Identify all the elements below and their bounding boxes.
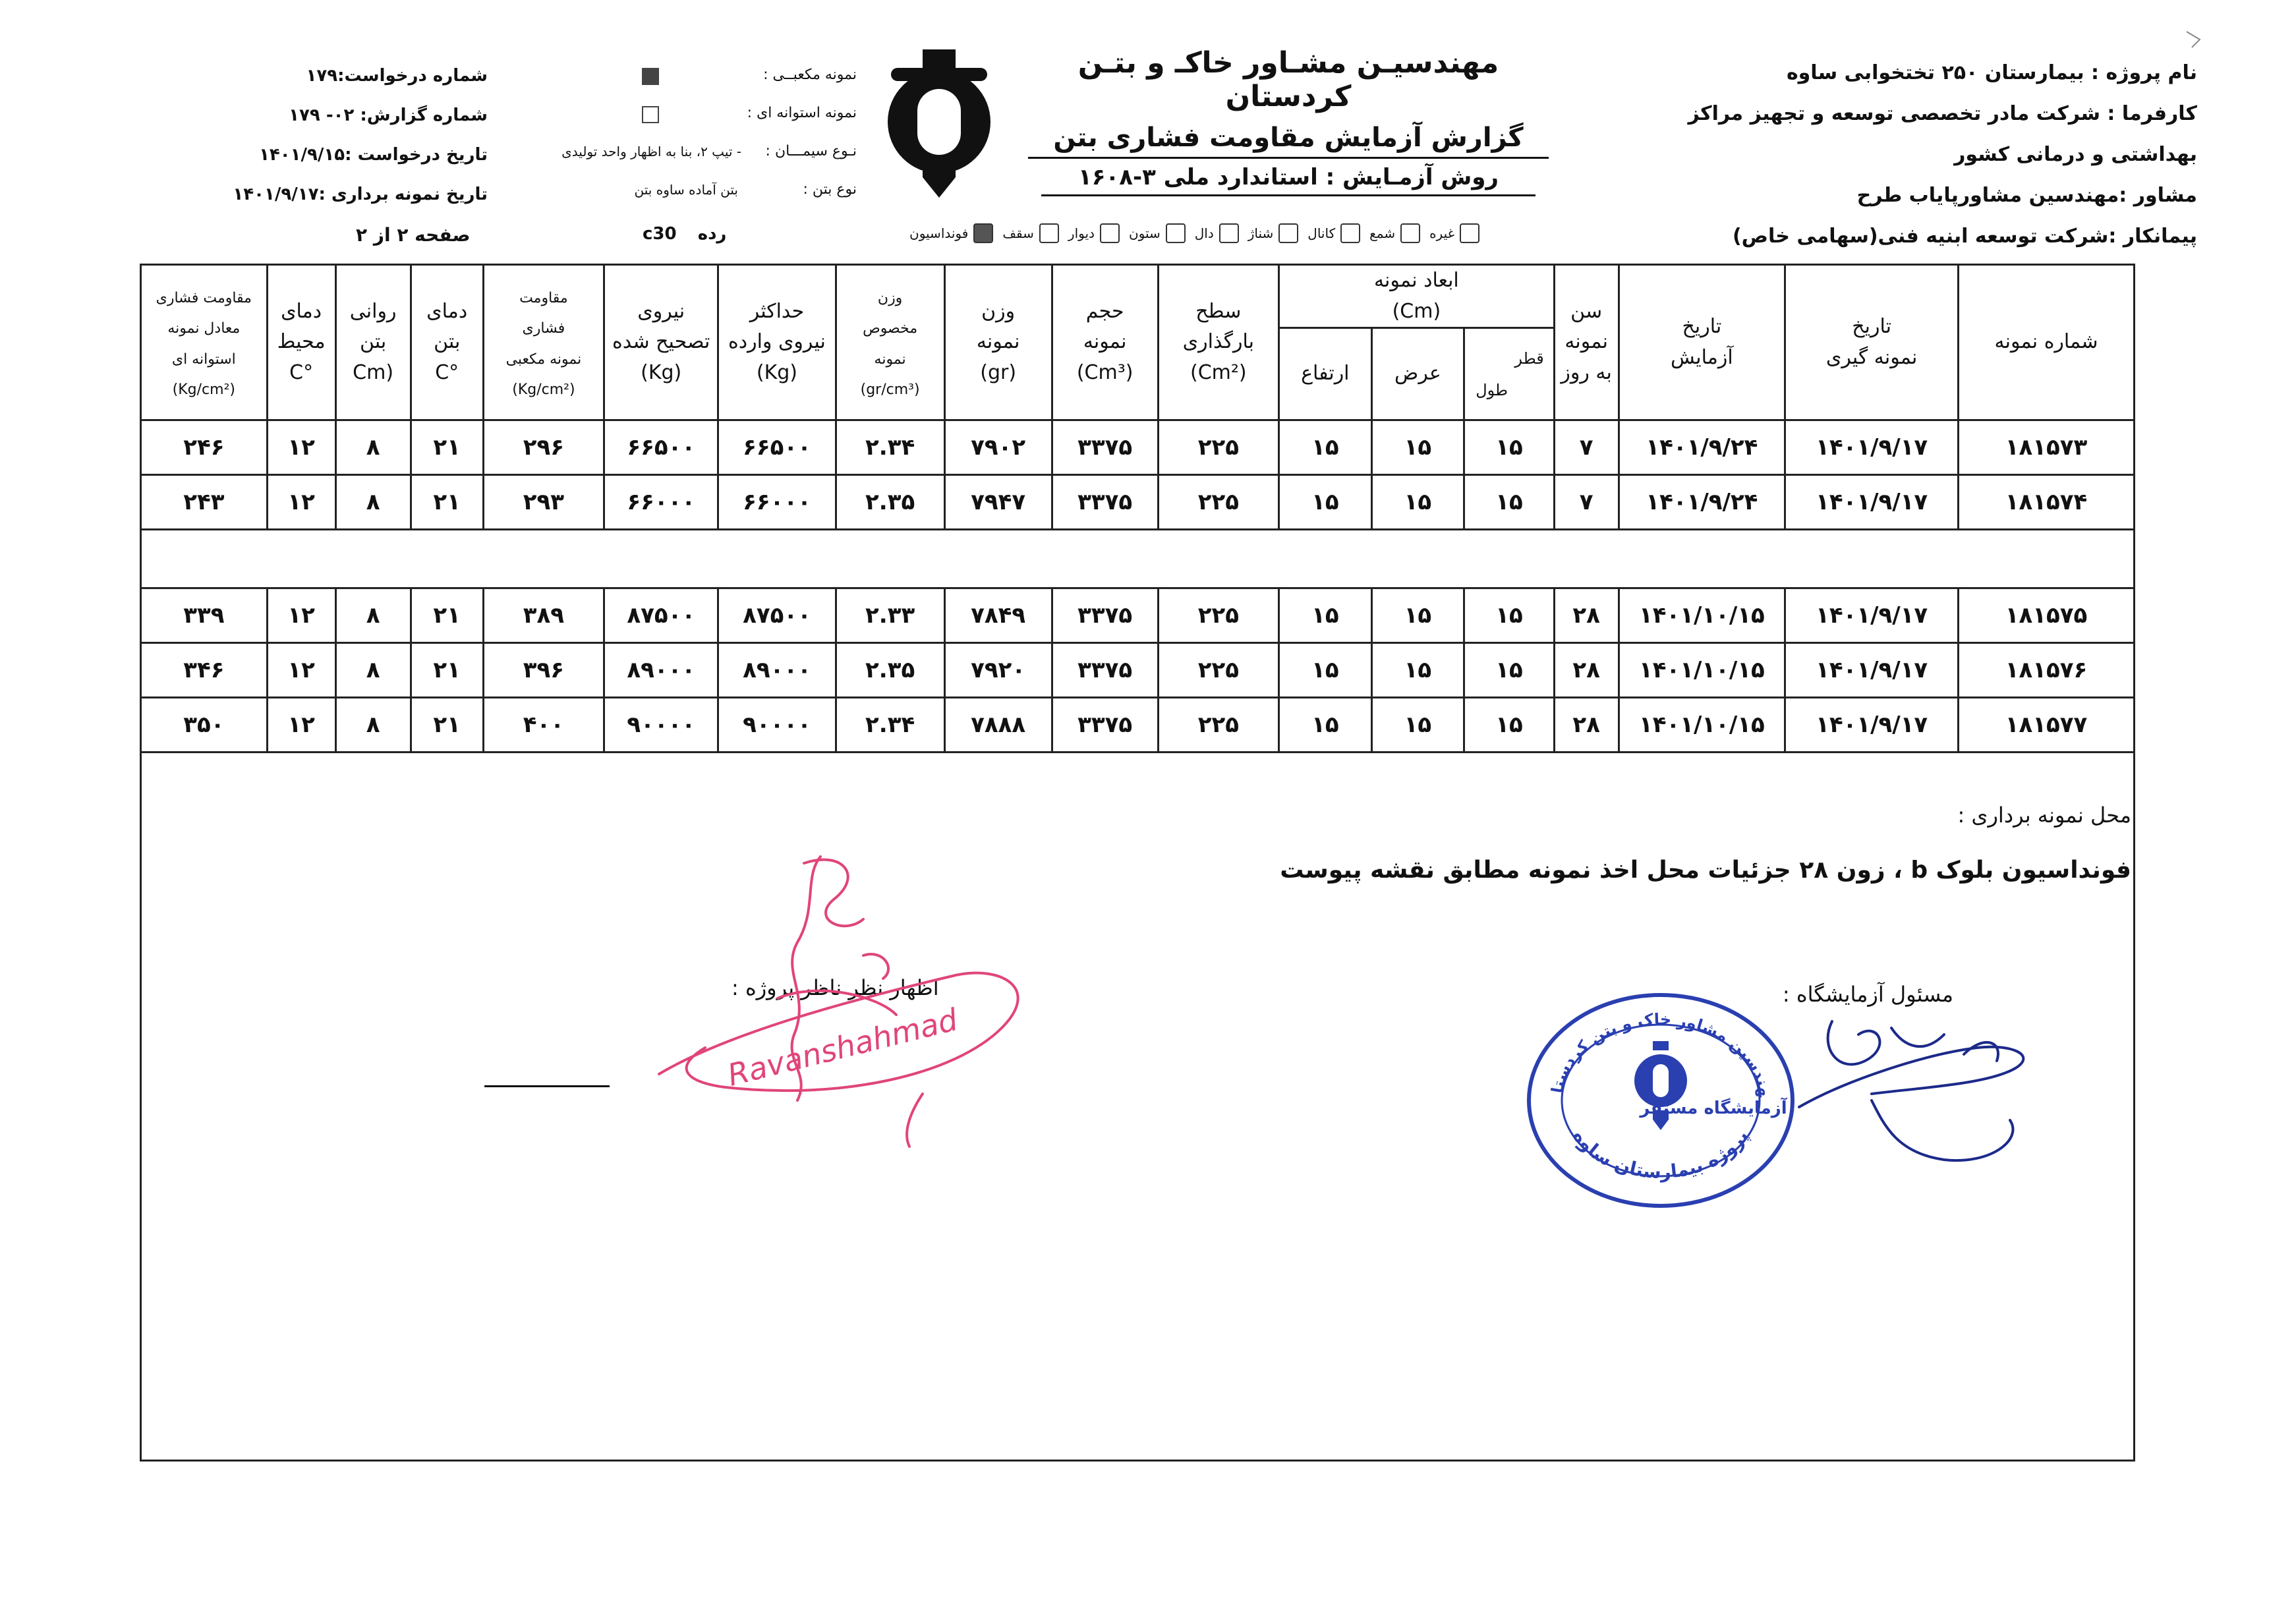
element-other[interactable]: غیره [1429,223,1479,243]
table-cell: ۸۷۵۰۰ [604,588,718,643]
spacer-row [141,530,2135,588]
lab-responsible-label: مسئول آزمایشگاه : [1782,982,1953,1007]
request-number: شماره درخواست:۱۷۹ [306,66,488,86]
element-tie-beam[interactable]: شناژ [1248,223,1299,243]
company-logo [876,49,1002,198]
table-cell: ۲۴۳ [141,475,268,530]
lab-stamp [1522,988,1799,1212]
supervisor-signature [646,837,1054,1153]
table-cell: ۱۴۰۱/۹/۲۴ [1619,420,1785,475]
results-table [140,264,2135,753]
table-cell: ۱۵ [1279,698,1372,753]
table-cell: ۱۵ [1464,420,1555,475]
element-column[interactable]: ستون [1129,223,1186,243]
table-cell: ۱۵ [1279,420,1372,475]
request-info [233,56,488,214]
table-cell: ۲۹۶ [483,420,604,475]
stamp-top-text: هندسین مشاور خاک و بتن کردستا [1547,1009,1775,1098]
report-title: گزارش آزمایش مقاومت فشاری بتن [1053,123,1524,153]
consultant: مشاور :مهندسین مشاورپایاب طرح [1856,184,2197,207]
table-cell: ۸ [335,588,411,643]
table-row [141,420,2135,475]
table-cell: ۱۲ [267,420,335,475]
table-cell: ۱۲ [267,643,335,698]
element-checkbox[interactable] [1166,223,1186,243]
supervisor-opinion-label: اظهار نظر ناظر پروژه : [732,975,939,1000]
element-checkbox[interactable] [1278,223,1298,243]
report-title-block [1028,46,1549,196]
lab-signature [1793,995,2069,1173]
table-cell: ۹۰۰۰۰ [604,698,718,753]
table-cell: ۷۸۴۹ [944,588,1052,643]
cube-sample-label: نمونه مکعبــی : [763,67,857,83]
table-cell: ۷۹۰۲ [944,420,1052,475]
table-cell: ۲۸ [1554,588,1619,643]
method-rule [1041,194,1535,196]
table-cell: ۱۵ [1279,475,1372,530]
header-test-date: تاریخ آزمایش [1619,265,1785,420]
project-name: نام پروژه : بیمارستان ۲۵۰ تختخوابی ساوه [1786,61,2197,84]
table-cell: ۸ [335,698,411,753]
grade-value: c30 [643,224,677,244]
table-cell: ۱۵ [1279,643,1372,698]
table-cell: ۲۸ [1554,698,1619,753]
header-max-force: حداکثر نیروی وارده (Kg) [718,265,836,420]
table-cell: ۱۴۰۱/۹/۱۷ [1785,475,1959,530]
table-cell: ۲.۳۵ [836,643,944,698]
sampling-date: تاریخ نمونه برداری :۱۴۰۱/۹/۱۷ [233,185,488,204]
table-cell: ۲۱ [411,643,483,698]
table-cell: ۳۳۷۵ [1052,698,1158,753]
signature-handwriting: Ravanshahmad [724,1001,961,1093]
header-width: عرض [1371,328,1464,420]
header-equivalent-strength: مقاومت فشاری معادل نمونه استوانه ای (Kg/cm²) [141,265,268,420]
table-cell: ۲۲۵ [1158,643,1278,698]
employer-line-2: بهداشتی و درمانی کشور [1954,143,2197,166]
header-concrete-temp: دمای بتن °C [411,265,483,420]
table-cell: ۷ [1554,475,1619,530]
test-method: روش آزمـایش : استاندارد ملی ۳-۱۶۰۸ [1078,164,1499,190]
table-cell: ۱۵ [1371,698,1464,753]
table-cell: ۱۴۰۱/۹/۱۷ [1785,588,1959,643]
table-cell: ۲۱ [411,420,483,475]
element-slab[interactable]: دال [1195,223,1239,243]
table-cell: ۱۴۰۱/۱۰/۱۵ [1619,643,1785,698]
table-cell: ۱۴۰۱/۱۰/۱۵ [1619,588,1785,643]
table-cell: ۱۵ [1371,475,1464,530]
table-cell: ۲۱ [411,698,483,753]
header-age: سن نمونه به روز [1554,265,1619,420]
element-checkbox[interactable] [1219,223,1239,243]
table-cell: ۸ [335,420,411,475]
table-cell: ۳۳۷۵ [1052,420,1158,475]
header-weight: وزن نمونه (gr) [944,265,1052,420]
page-number: صفحه ۲ از ۲ [356,224,471,246]
table-cell: ۸۹۰۰۰ [718,643,836,698]
grade-label: رده [697,224,727,244]
table-cell: ۲۴۶ [141,420,268,475]
sampling-location-label: محل نمونه برداری : [1957,803,2131,828]
table-cell: ۸ [335,475,411,530]
table-cell: ۲۲۵ [1158,588,1278,643]
table-cell: ۷۹۴۷ [944,475,1052,530]
element-checkbox[interactable] [1340,223,1360,243]
stamp-bottom-text: پروژه بیمارستان ساوه [1568,1125,1753,1183]
element-checkbox[interactable] [1400,223,1420,243]
table-cell: ۳۵۰ [141,698,268,753]
table-cell: ۲۱ [411,475,483,530]
table-cell: ۳۳۷۵ [1052,475,1158,530]
element-wall[interactable]: دیوار [1068,223,1120,243]
table-cell: ۲۲۵ [1158,420,1278,475]
table-cell: ۱۵ [1371,420,1464,475]
report-number: شماره گزارش: ۰۲- ۱۷۹ [289,105,488,125]
table-cell: ۲۲۵ [1158,475,1278,530]
element-foundation[interactable]: فونداسیون [909,223,993,243]
header-density: وزن مخصوص نمونه (gr/cm³) [836,265,944,420]
table-cell: ۶۶۰۰۰ [718,475,836,530]
table-cell: ۱۴۰۱/۹/۱۷ [1785,698,1959,753]
table-cell: ۱۵ [1371,643,1464,698]
table-cell: ۳۸۹ [483,588,604,643]
table-cell: ۱۸۱۵۷۷ [1959,698,2135,753]
table-cell: ۱۵ [1371,588,1464,643]
table-cell: ۱۸۱۵۷۴ [1959,475,2135,530]
header-length: طول [1476,380,1508,399]
header-sample-no: شماره نمونه [1959,265,2135,420]
table-cell: ۸۷۵۰۰ [718,588,836,643]
table-row [141,643,2135,698]
table-row [141,475,2135,530]
table-cell: ۳۳۷۵ [1052,588,1158,643]
table-cell: ۶۶۵۰۰ [604,420,718,475]
title-rule [1028,157,1549,159]
cylinder-sample-label: نمونه استوانه ای : [747,105,857,121]
element-checkbox[interactable] [1039,223,1059,243]
table-row [141,588,2135,643]
table-row [141,698,2135,753]
table-cell: ۲.۳۴ [836,698,944,753]
table-cell: ۲.۳۳ [836,588,944,643]
header-sampling-date: تاریخ نمونه گیری [1785,265,1959,420]
table-cell: ۶۶۵۰۰ [718,420,836,475]
cement-type-value: - تیپ ۲، بنا به اظهار واحد تولیدی [561,144,741,159]
table-cell: ۲.۳۵ [836,475,944,530]
table-cell: ۱۴۰۱/۹/۱۷ [1785,420,1959,475]
table-cell: ۱۸۱۵۷۳ [1959,420,2135,475]
table-cell: ۷۹۲۰ [944,643,1052,698]
table-cell: ۳۳۹ [141,588,268,643]
header-dimensions: ابعاد نمونه (Cm) [1279,265,1555,328]
table-cell: ۱۴۰۱/۹/۲۴ [1619,475,1785,530]
table-cell: ۱۲ [267,588,335,643]
header-slump: روانی بتن (Cm [335,265,411,420]
table-cell: ۹۰۰۰۰ [718,698,836,753]
element-slab-roof[interactable]: سقف [1002,223,1059,243]
header-cube-strength: مقاومت فشاری نمونه مکعبی (Kg/cm²) [483,265,604,420]
table-cell: ۳۴۶ [141,643,268,698]
table-cell: ۱۲ [267,698,335,753]
table-cell: ۷۸۸۸ [944,698,1052,753]
svg-text:پروژه بیمارستان ساوه [1568,1125,1753,1183]
request-date: تاریخ درخواست :۱۴۰۱/۹/۱۵ [259,145,488,165]
table-cell: ۳۳۷۵ [1052,643,1158,698]
header-diameter: قطر [1514,349,1544,368]
element-pile[interactable]: شمع [1369,223,1420,243]
cement-type-label: نـوع سیمـــان : [765,143,857,159]
header-volume: حجم نمونه (Cm³) [1052,265,1158,420]
stamp-middle-text: آزمایشگاه مستقر [1640,1098,1787,1118]
element-checkbox[interactable] [1460,223,1479,243]
table-cell: ۷ [1554,420,1619,475]
table-cell: ۶۶۰۰۰ [604,475,718,530]
concrete-type-value: بتن آماده ساوه بتن [634,182,738,198]
corner-mark [2180,26,2206,53]
table-cell: ۱۴۰۱/۱۰/۱۵ [1619,698,1785,753]
element-channel[interactable]: کانال [1307,223,1360,243]
cylinder-sample-checkbox[interactable] [642,106,659,123]
signature-line [484,1085,610,1087]
concrete-grade [643,224,726,244]
contractor: پیمانکار :شرکت توسعه ابنیه فنی(سهامی خاص) [1732,225,2197,248]
table-cell: ۸۹۰۰۰ [604,643,718,698]
company-name: مهندسیـن مشـاور خاکـ و بتـن کردستان [1077,46,1499,113]
concrete-type-label: نوع بتن : [803,181,857,198]
table-cell: ۳۹۶ [483,643,604,698]
table-cell: ۱۸۱۵۷۵ [1959,588,2135,643]
header-corrected-force: نیروی تصحیح شده (Kg) [604,265,718,420]
table-cell: ۴۰۰ [483,698,604,753]
sampling-location-text: فونداسیون بلوک b ، زون ۲۸ جزئیات محل اخذ نمونه مطابق نقشه پیوست [1280,857,2131,884]
table-cell: ۱۴۰۱/۹/۱۷ [1785,643,1959,698]
element-type-row [909,217,1582,249]
table-cell: ۱۵ [1464,475,1555,530]
table-cell: ۱۵ [1464,698,1555,753]
table-cell: ۲.۳۴ [836,420,944,475]
table-cell: ۲۲۵ [1158,698,1278,753]
table-cell: ۱۵ [1279,588,1372,643]
table-cell: ۲۸ [1554,643,1619,698]
header-ambient-temp: دمای محیط °C [267,265,335,420]
table-cell: ۲۹۳ [483,475,604,530]
employer-line-1: کارفرما : شرکت مادر تخصصی توسعه و تجهیز مراکز [1688,102,2197,125]
table-cell: ۱۵ [1464,643,1555,698]
table-cell: ۱۲ [267,475,335,530]
table-cell: ۸ [335,643,411,698]
header-length-diameter [1464,328,1555,420]
table-cell: ۱۸۱۵۷۶ [1959,643,2135,698]
header-area: سطح بارگذاری (Cm²) [1158,265,1278,420]
cube-sample-checkbox[interactable] [642,68,659,85]
table-cell: ۱۵ [1464,588,1555,643]
element-checkbox[interactable] [973,223,993,243]
table-cell: ۲۱ [411,588,483,643]
sample-type-block [514,56,857,209]
element-checkbox[interactable] [1100,223,1120,243]
header-height: ارتفاع [1279,328,1372,420]
